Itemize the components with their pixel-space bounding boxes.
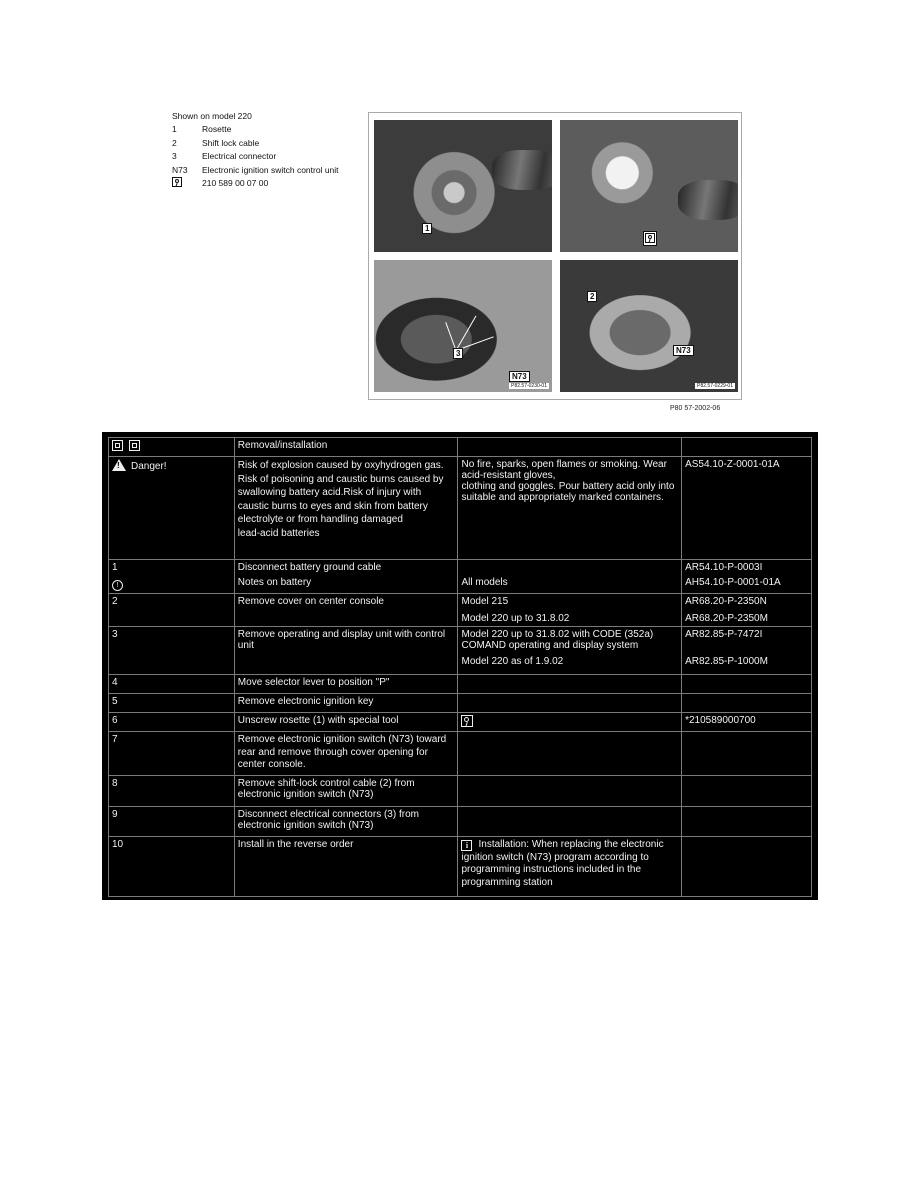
info-icon: i	[461, 840, 472, 851]
cell: Risk of explosion caused by oxyhydrogen gas. Risk of poisoning and caustic burns caused by swallowing battery acid.Risk of injury with caustic burns to eyes and skin from battery electrolyte or from handling damaged lead-acid batteries	[234, 457, 458, 560]
cell	[458, 807, 682, 837]
table-row	[109, 807, 812, 837]
cell: Removal/installation	[234, 438, 458, 457]
callout-label: 2	[587, 291, 597, 302]
photo-code: P82.57-0230-01	[511, 383, 547, 389]
figure-code: P80 57-2002-06	[670, 405, 721, 412]
cell: !Danger!	[109, 457, 235, 560]
cell	[458, 776, 682, 807]
special-tool-icon	[172, 177, 182, 187]
table-row	[109, 675, 812, 694]
table-row	[109, 713, 812, 732]
cell: Install in the reverse order	[234, 837, 458, 897]
cell	[458, 732, 682, 776]
cell: Unscrew rosette (1) with special tool	[234, 713, 458, 732]
photo-code: P82.57-0229-01	[697, 383, 733, 389]
legend-item: 3 Electrical connector	[172, 151, 277, 162]
cell: Model 215 Model 220 up to 31.8.02	[458, 594, 682, 627]
cell: Model 220 up to 31.8.02 with CODE (352a) COMAND operating and display system Model 220 as of 1.9.02	[458, 627, 682, 675]
cell: 10	[109, 837, 235, 897]
photo-rosette	[374, 120, 552, 252]
cell	[458, 713, 682, 732]
cell	[682, 694, 812, 713]
cell: 7	[109, 732, 235, 776]
cell	[682, 807, 812, 837]
table-row	[109, 594, 812, 627]
wood-trim	[678, 180, 738, 220]
wood-trim	[492, 150, 552, 190]
legend-item: 2 Shift lock cable	[172, 137, 260, 148]
photo-connectors	[374, 260, 552, 392]
procedure-table	[108, 437, 812, 897]
table-row	[109, 560, 812, 594]
cell: 9	[109, 807, 235, 837]
cell	[458, 438, 682, 457]
cell	[682, 732, 812, 776]
special-tool-callout	[643, 231, 657, 246]
cell: Remove operating and display unit with control unit	[234, 627, 458, 675]
cell: Remove shift-lock control cable (2) from electronic ignition switch (N73)	[234, 776, 458, 807]
cell: 8	[109, 776, 235, 807]
procedure-table-container	[102, 432, 818, 900]
cell: AR54.10-P-0003I AH54.10-P-0001-01A	[682, 560, 812, 594]
cell: 6	[109, 713, 235, 732]
removal-icon	[112, 440, 123, 451]
table-row	[109, 627, 812, 675]
cell: Disconnect electrical connectors (3) from electronic ignition switch (N73)	[234, 807, 458, 837]
cell: AR68.20-P-2350N AR68.20-P-2350M	[682, 594, 812, 627]
cell: Remove electronic ignition switch (N73) toward rear and remove through cover opening for center console.	[234, 732, 458, 776]
cell: AS54.10-Z-0001-01A	[682, 457, 812, 560]
warning-triangle-icon	[112, 459, 126, 471]
cell: 2	[109, 594, 235, 627]
photo-shift-lock	[560, 260, 738, 392]
table-row	[109, 694, 812, 713]
table-row	[109, 732, 812, 776]
cell: Remove cover on center console	[234, 594, 458, 627]
cell: AR82.85-P-7472I AR82.85-P-1000M	[682, 627, 812, 675]
cell: 1 !	[109, 560, 235, 594]
cell: 4	[109, 675, 235, 694]
legend-item: N73 Electronic ignition switch control unit	[172, 164, 339, 175]
table-row	[109, 776, 812, 807]
callout-label: N73	[673, 345, 694, 356]
installation-icon	[129, 440, 140, 451]
cell: 3	[109, 627, 235, 675]
callout-label: 1	[422, 223, 432, 234]
cell: All models	[458, 560, 682, 594]
legend-title: Shown on model 220	[172, 111, 252, 121]
cell	[458, 694, 682, 713]
procedure-figure	[368, 112, 742, 400]
photo-special-tool	[560, 120, 738, 252]
figure-legend	[172, 110, 339, 190]
cell	[458, 675, 682, 694]
special-tool-icon	[461, 715, 473, 727]
cell	[682, 675, 812, 694]
cell: i Installation: When replacing the electronic ignition switch (N73) program according to programming instructions included in the programming station	[458, 837, 682, 897]
cell: Remove electronic ignition key	[234, 694, 458, 713]
cell: Disconnect battery ground cable Notes on battery	[234, 560, 458, 594]
table-row	[109, 457, 812, 560]
table-row	[109, 837, 812, 897]
legend-item: 1 Rosette	[172, 124, 232, 135]
battery-note-icon: !	[112, 580, 123, 591]
cell	[682, 438, 812, 457]
table-row	[109, 438, 812, 457]
cell	[682, 837, 812, 897]
cell: No fire, sparks, open flames or smoking. Wear acid-resistant gloves, clothing and goggles. Pour battery acid only into suitable and appropriately marked containers.	[458, 457, 682, 560]
legend-item-tool: 210 589 00 07 00	[172, 177, 339, 190]
callout-label: N73	[509, 371, 530, 382]
cell	[109, 438, 235, 457]
callout-label: 3	[453, 348, 463, 359]
cell: 5	[109, 694, 235, 713]
cell	[682, 776, 812, 807]
cell: Move selector lever to position "P"	[234, 675, 458, 694]
cell: *210589000700	[682, 713, 812, 732]
